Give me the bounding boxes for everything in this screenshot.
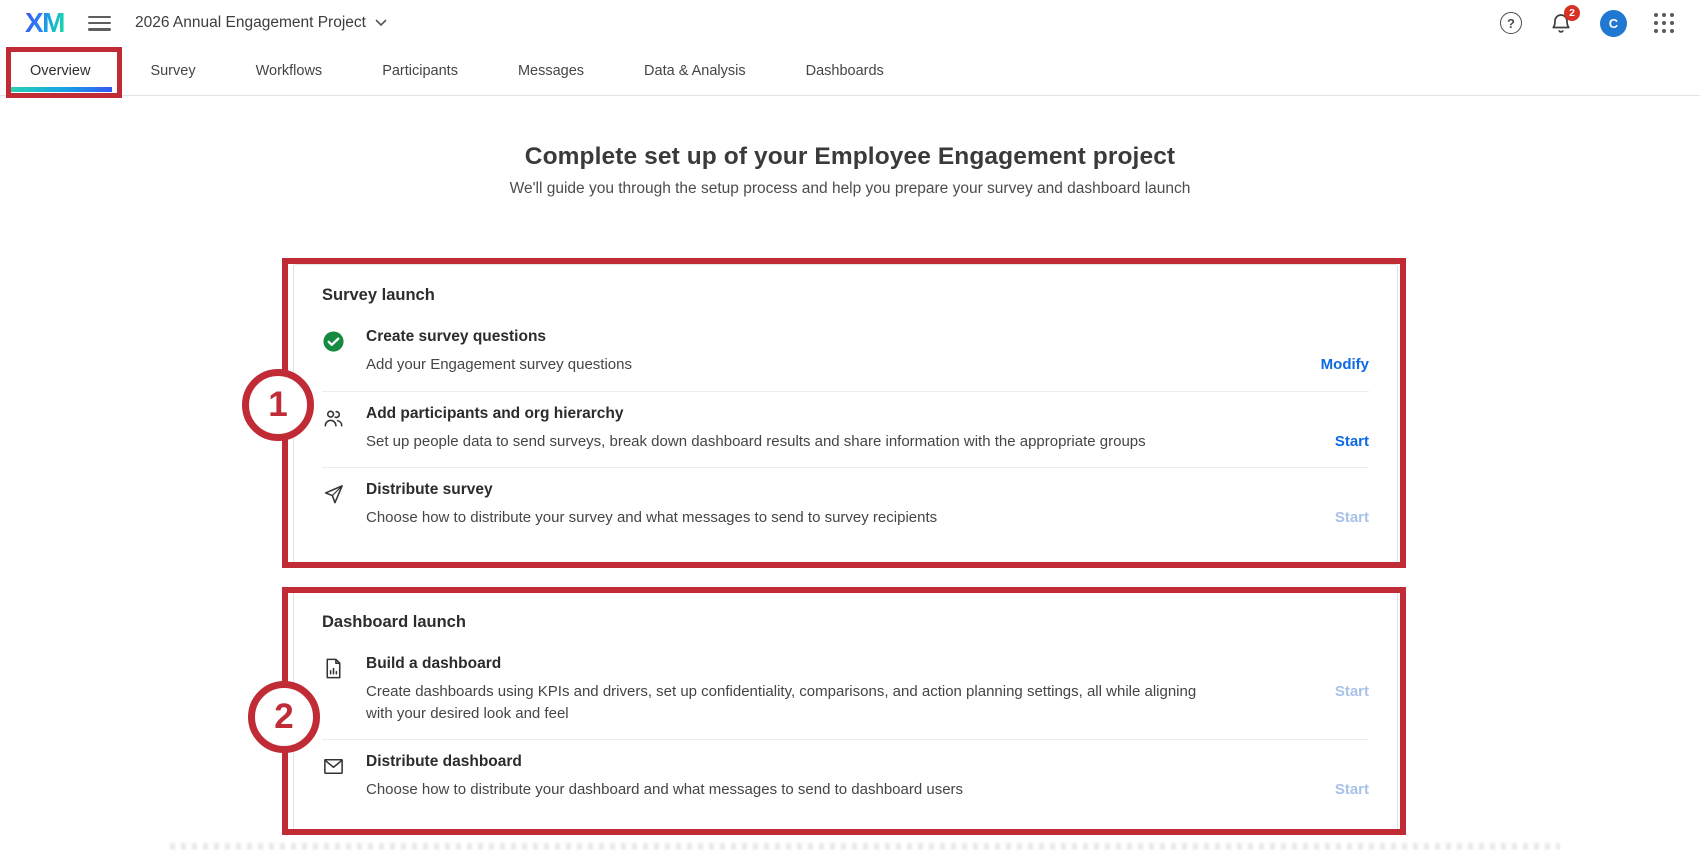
send-plane-icon	[322, 481, 366, 529]
survey-launch-card	[293, 264, 1398, 563]
task-row-distribute-survey	[322, 467, 1369, 544]
card-title: Dashboard launch	[322, 613, 466, 631]
tab-data-analysis[interactable]: Data & Analysis	[644, 62, 746, 79]
annotation-badge-2: 2	[248, 681, 320, 753]
start-link-distribute-survey: Start	[1334, 509, 1369, 526]
tab-survey[interactable]: Survey	[150, 62, 196, 79]
task-description: Choose how to distribute your dashboard and what messages to send to dashboard users	[366, 781, 964, 798]
task-title: Add participants and org hierarchy	[366, 404, 624, 422]
task-title: Distribute dashboard	[366, 753, 522, 770]
task-row-distribute-dashboard	[322, 739, 1369, 816]
task-description: Add your Engagement survey questions	[366, 356, 632, 373]
envelope-icon	[322, 753, 366, 801]
task-description: Create dashboards using KPIs and drivers, set up confidentiality, comparisons, and action planning settings, all while aligning with your desired look and feel	[366, 683, 1197, 722]
task-title: Distribute survey	[366, 481, 493, 498]
notifications-button[interactable]	[1549, 7, 1575, 35]
top-bar	[0, 0, 1700, 46]
modify-link[interactable]: Modify	[1320, 356, 1369, 373]
task-row-create-survey-questions	[322, 315, 1369, 391]
tab-dashboards[interactable]: Dashboards	[805, 62, 884, 79]
start-link-distribute-dashboard: Start	[1334, 781, 1369, 798]
tab-participants[interactable]: Participants	[382, 62, 458, 79]
topbar-actions	[1500, 7, 1674, 37]
project-title: 2026 Annual Engagement Project	[135, 14, 366, 31]
project-switcher[interactable]	[135, 14, 387, 32]
start-link-participants[interactable]: Start	[1334, 432, 1369, 450]
dashboard-launch-card	[293, 591, 1398, 833]
hamburger-menu-icon[interactable]	[88, 16, 111, 31]
tab-workflows[interactable]: Workflows	[255, 62, 323, 79]
card-title: Survey launch	[322, 286, 435, 304]
document-chart-icon	[322, 655, 366, 724]
chevron-down-icon	[375, 19, 387, 27]
page-title: Complete set up of your Employee Engagement project	[524, 143, 1176, 170]
xm-logo: XM	[25, 7, 64, 38]
project-tab-bar	[0, 46, 1700, 96]
task-title: Create survey questions	[366, 328, 547, 345]
tab-messages[interactable]: Messages	[517, 62, 585, 79]
task-row-build-dashboard	[322, 642, 1369, 739]
cropped-text-artifact	[170, 843, 1560, 850]
help-icon[interactable]: ?	[1500, 12, 1522, 34]
check-circle-icon	[322, 328, 366, 376]
app-grid-icon[interactable]	[1654, 13, 1674, 33]
avatar[interactable]: C	[1600, 10, 1627, 37]
task-description: Choose how to distribute your survey and what messages to send to survey recipients	[366, 509, 938, 526]
task-row-add-participants	[322, 391, 1369, 468]
people-icon	[322, 405, 366, 453]
start-link-build-dashboard: Start	[1334, 683, 1369, 700]
notification-badge: 2	[1564, 5, 1580, 21]
annotation-badge-1: 1	[242, 369, 314, 441]
task-title: Build a dashboard	[366, 655, 502, 672]
page-subtitle: We'll guide you through the setup process and help you prepare your survey and dashboard launch	[509, 180, 1191, 197]
tab-overview[interactable]: Overview	[8, 46, 112, 95]
task-description: Set up people data to send surveys, break down dashboard results and share information with the appropriate groups	[366, 432, 1146, 450]
setup-hero	[0, 143, 1700, 198]
